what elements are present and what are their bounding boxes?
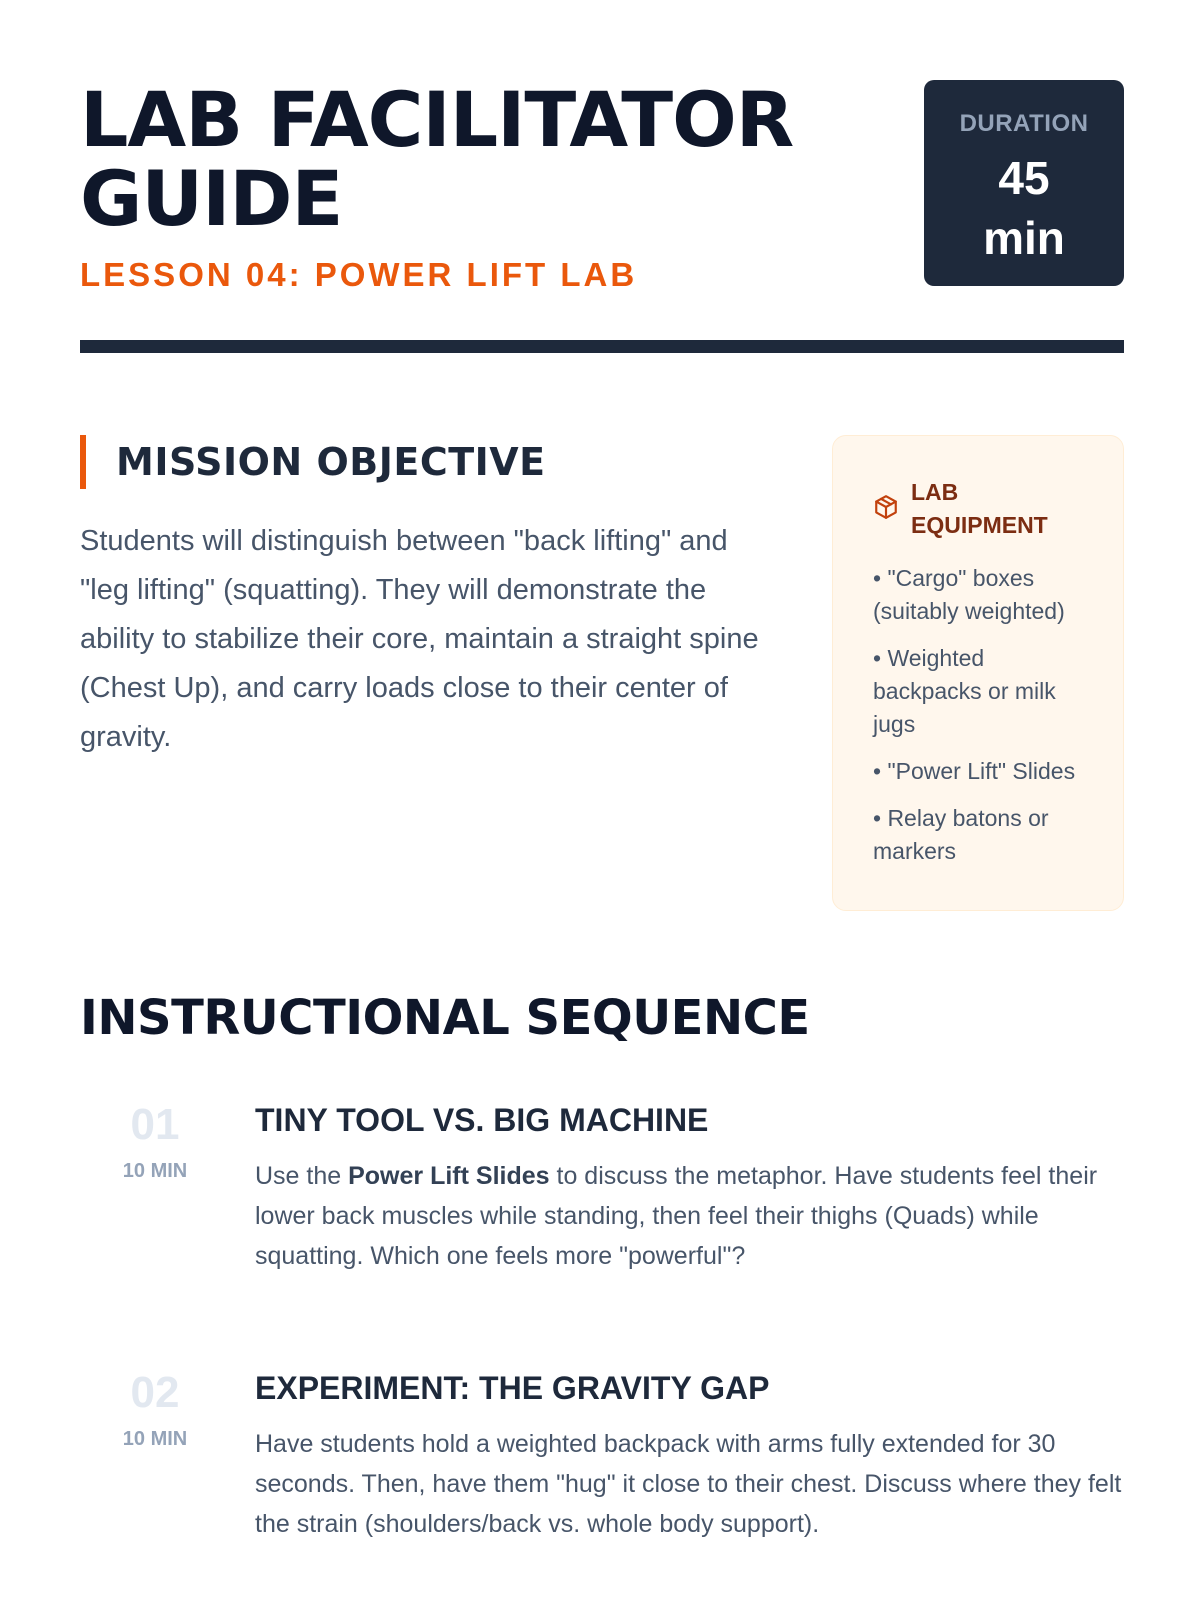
page-title: LAB FACILITATOR GUIDE — [80, 75, 794, 243]
list-item: • "Power Lift" Slides — [873, 758, 1076, 784]
step-number: 01 — [130, 1100, 180, 1149]
list-item: • "Cargo" boxes (suitably weighted) — [873, 565, 1065, 624]
equipment-list — [873, 562, 1093, 868]
step-meta — [80, 1100, 230, 1183]
header-divider — [80, 340, 1124, 353]
step-text-part: Use the — [255, 1162, 349, 1190]
section-heading — [80, 435, 760, 489]
step-title: EXPERIMENT: THE GRAVITY GAP — [255, 1370, 770, 1406]
step-text — [255, 1156, 1125, 1276]
duration-label: DURATION — [959, 110, 1089, 137]
duration-value: 45 min — [983, 152, 1065, 264]
objective-text: Students will distinguish between "back lifting" and "leg lifting" (squatting). They will demonstrate the ability to stabilize their core, maintain a straight spine (Chest Up), and carry loads close to their center of gravity. — [80, 525, 759, 753]
step-text — [255, 1424, 1125, 1544]
list-item: • Weighted backpacks or milk jugs — [873, 645, 1056, 737]
equipment-title: LAB EQUIPMENT — [911, 479, 1048, 538]
mission-objective-section — [80, 435, 760, 762]
page-header — [80, 75, 1124, 293]
equipment-heading — [873, 476, 1093, 542]
step-number: 02 — [130, 1368, 180, 1417]
duration-badge — [924, 80, 1124, 286]
sequence-title: INSTRUCTIONAL SEQUENCE — [80, 990, 810, 1046]
step-text-part: to discuss the metaphor. Have students feel their lower back muscles while standing, then feel their thighs (Quads) while squatting. Which one feels more "powerful"? — [255, 1162, 1098, 1270]
step-meta — [80, 1368, 230, 1451]
accent-bar — [80, 435, 86, 489]
objective-title: MISSION OBJECTIVE — [116, 440, 546, 484]
step-text-emphasis: Power Lift Slides — [348, 1162, 550, 1190]
step-title: TINY TOOL VS. BIG MACHINE — [255, 1102, 709, 1138]
step-duration: 10 MIN — [122, 1428, 188, 1450]
step-text-part: Have students hold a weighted backpack with arms fully extended for 30 seconds. Then, have them "hug" it close to their chest. Discuss where they felt the strain (shoulders/back vs. whole body support). — [255, 1430, 1122, 1538]
box-icon — [873, 494, 899, 520]
list-item: • Relay batons or markers — [873, 805, 1049, 864]
step-duration: 10 MIN — [122, 1160, 188, 1182]
lab-equipment-card — [832, 435, 1124, 911]
lesson-subtitle: LESSON 04: POWER LIFT LAB — [80, 256, 638, 293]
step-body — [255, 1368, 1125, 1544]
step-body — [255, 1100, 1125, 1276]
